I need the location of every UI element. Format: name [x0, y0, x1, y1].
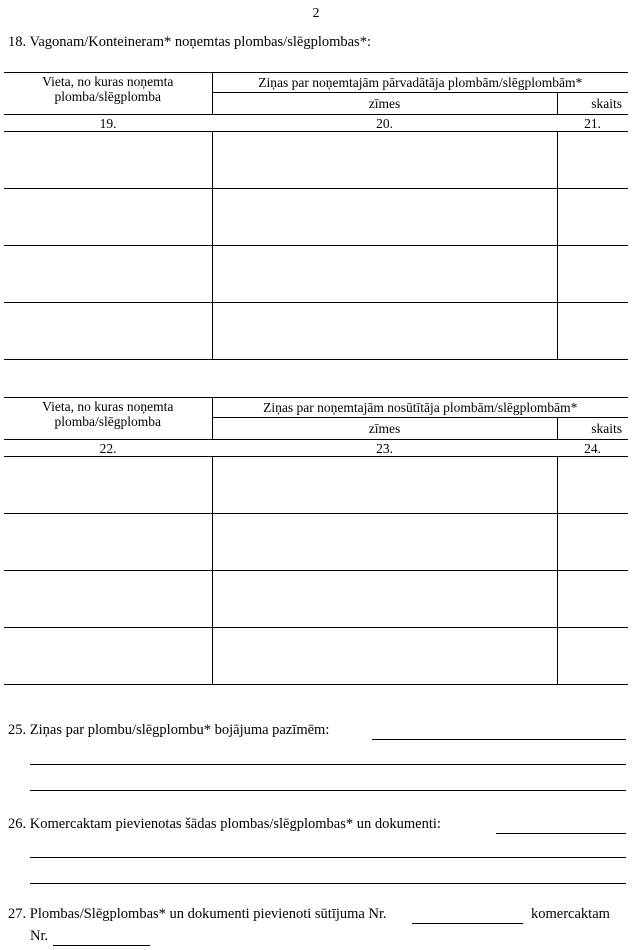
place-cell[interactable]: [4, 571, 212, 628]
field-27-label-line2: Nr.: [30, 928, 49, 944]
column-header-marks: zīmes: [212, 417, 557, 439]
marks-cell[interactable]: [212, 189, 557, 246]
table-row: [4, 189, 628, 246]
count-cell[interactable]: [557, 571, 628, 628]
column-number-23: 23.: [212, 440, 557, 457]
column-number-20: 20.: [212, 115, 557, 132]
count-cell[interactable]: [557, 514, 628, 571]
marks-cell[interactable]: [212, 514, 557, 571]
table-row: [4, 457, 628, 514]
count-cell[interactable]: [557, 246, 628, 303]
count-cell[interactable]: [557, 189, 628, 246]
column-header-count: skaits: [557, 417, 628, 439]
column-number-21: 21.: [557, 115, 628, 132]
column-header-carrier-info: Ziņas par noņemtajām pārvadātāja plombām/slēgplombām*: [212, 73, 628, 93]
column-header-count: skaits: [557, 92, 628, 114]
place-cell[interactable]: [4, 514, 212, 571]
column-header-marks: zīmes: [212, 92, 557, 114]
table-row: [4, 303, 628, 360]
field-25-input-line[interactable]: [372, 739, 626, 740]
count-cell[interactable]: [557, 303, 628, 360]
column-number-22: 22.: [4, 440, 212, 457]
marks-cell[interactable]: [212, 457, 557, 514]
column-header-place: Vieta, no kuras noņemta plomba/slēgplomba: [4, 398, 212, 440]
field-27-label-after: komercaktam: [531, 906, 610, 922]
place-cell[interactable]: [4, 628, 212, 685]
table-row: [4, 571, 628, 628]
column-number-19: 19.: [4, 115, 212, 132]
marks-cell[interactable]: [212, 246, 557, 303]
field-26-input-line[interactable]: [30, 857, 626, 858]
sender-seals-table: [4, 397, 628, 685]
count-cell[interactable]: [557, 628, 628, 685]
column-header-sender-info: Ziņas par noņemtajām nosūtītāja plombām/slēgplombām*: [212, 398, 628, 418]
field-25-input-line[interactable]: [30, 764, 626, 765]
marks-cell[interactable]: [212, 571, 557, 628]
page-number: 2: [312, 6, 320, 21]
table-row: [4, 514, 628, 571]
place-cell[interactable]: [4, 246, 212, 303]
place-cell[interactable]: [4, 132, 212, 189]
count-cell[interactable]: [557, 132, 628, 189]
place-cell[interactable]: [4, 189, 212, 246]
table-row: [4, 246, 628, 303]
place-cell[interactable]: [4, 303, 212, 360]
section-18-title: 18. Vagonam/Konteineram* noņemtas plombas/slēgplombas*:: [8, 34, 371, 50]
count-cell[interactable]: [557, 457, 628, 514]
table-row: [4, 628, 628, 685]
marks-cell[interactable]: [212, 303, 557, 360]
field-25-label: 25. Ziņas par plombu/slēgplombu* bojājuma pazīmēm:: [8, 722, 330, 738]
field-26-input-line[interactable]: [30, 883, 626, 884]
field-27-label: 27. Plombas/Slēgplombas* un dokumenti pievienoti sūtījuma Nr.: [8, 906, 387, 922]
report-number-line[interactable]: [53, 945, 150, 946]
column-header-place: Vieta, no kuras noņemta plomba/slēgplomba: [4, 73, 212, 115]
marks-cell[interactable]: [212, 132, 557, 189]
marks-cell[interactable]: [212, 628, 557, 685]
shipment-number-line[interactable]: [412, 923, 523, 924]
column-number-24: 24.: [557, 440, 628, 457]
field-26-input-line[interactable]: [496, 833, 626, 834]
field-26-label: 26. Komercaktam pievienotas šādas plombas/slēgplombas* un dokumenti:: [8, 816, 441, 832]
field-25-input-line[interactable]: [30, 790, 626, 791]
carrier-seals-table: [4, 72, 628, 360]
table-row: [4, 132, 628, 189]
place-cell[interactable]: [4, 457, 212, 514]
